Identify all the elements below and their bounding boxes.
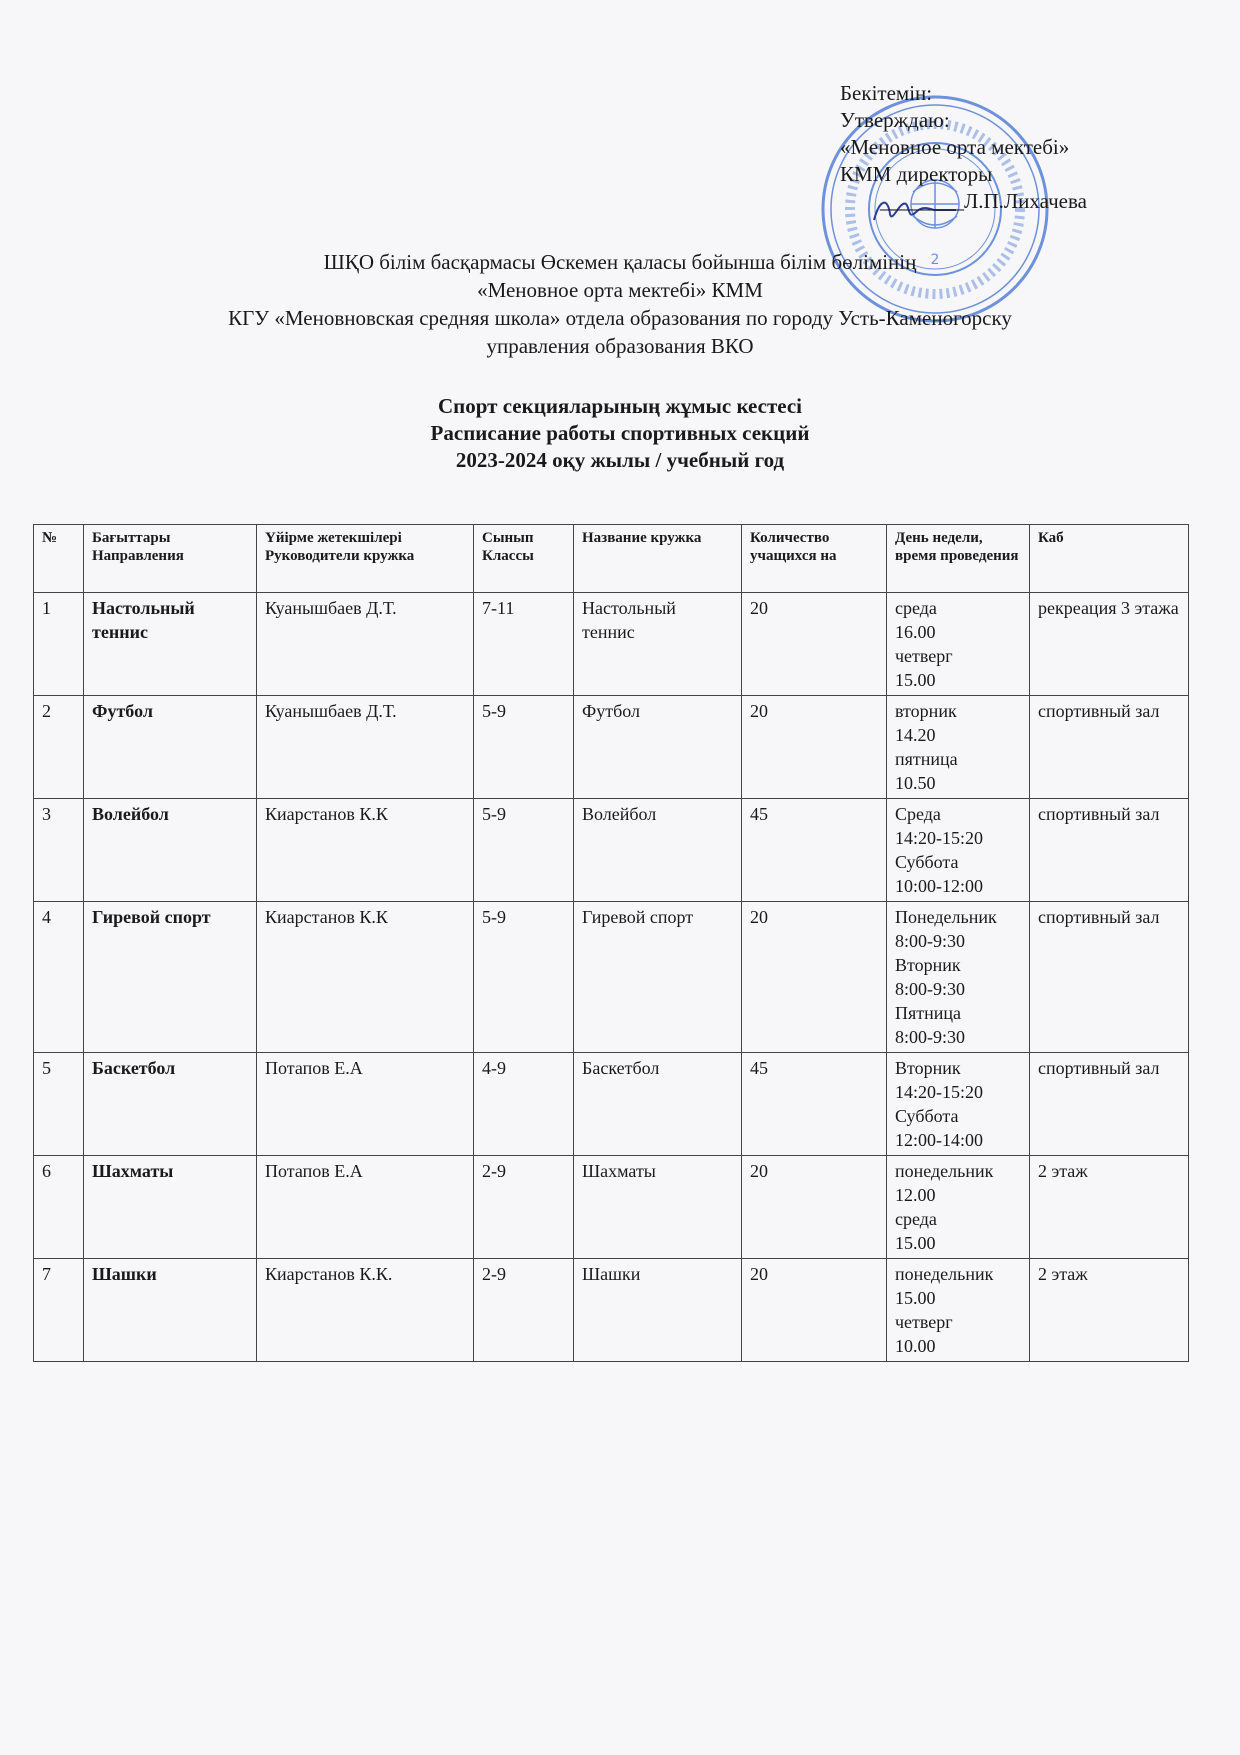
cell-schedule: Вторник 14:20-15:20 Суббота 12:00-14:00: [887, 1053, 1030, 1156]
cell-direction: Шахматы: [84, 1156, 257, 1259]
cell-num: 4: [34, 902, 84, 1053]
cell-grades: 5-9: [474, 902, 574, 1053]
organization-header: [0, 248, 1240, 360]
cell-schedule: понедельник 12.00 среда 15.00: [887, 1156, 1030, 1259]
cell-grades: 2-9: [474, 1259, 574, 1362]
approval-line-2: Утверждаю:: [840, 108, 950, 132]
title-line-3: 2023-2024 оқу жылы / учебный год: [455, 448, 785, 472]
cell-leader: Потапов Е.А: [257, 1053, 474, 1156]
cell-grades: 5-9: [474, 799, 574, 902]
cell-leader: Киарстанов К.К: [257, 902, 474, 1053]
cell-grades: 5-9: [474, 696, 574, 799]
cell-room: спортивный зал: [1030, 902, 1189, 1053]
approval-line-4: КММ директоры: [840, 162, 993, 186]
svg-text:2: 2: [930, 252, 940, 268]
cell-leader: Киарстанов К.К.: [257, 1259, 474, 1362]
cell-count: 20: [742, 1156, 887, 1259]
cell-grades: 2-9: [474, 1156, 574, 1259]
table-row: [34, 1053, 1189, 1156]
cell-count: 45: [742, 799, 887, 902]
org-line-2: «Меновное орта мектебі» КММ: [477, 278, 763, 302]
approval-line-3: «Меновное орта мектебі»: [840, 135, 1070, 159]
cell-direction: Футбол: [84, 696, 257, 799]
cell-room: спортивный зал: [1030, 799, 1189, 902]
cell-schedule: вторник 14.20 пятница 10.50: [887, 696, 1030, 799]
cell-schedule: среда 16.00 четверг 15.00: [887, 593, 1030, 696]
cell-direction: Настольный теннис: [84, 593, 257, 696]
header-grades: Сынып Классы: [474, 525, 574, 593]
cell-room: спортивный зал: [1030, 696, 1189, 799]
header-schedule: День недели, время проведения: [887, 525, 1030, 593]
cell-name: Шашки: [574, 1259, 742, 1362]
cell-direction: Гиревой спорт: [84, 902, 257, 1053]
cell-count: 20: [742, 1259, 887, 1362]
header-num: №: [34, 525, 84, 593]
cell-num: 1: [34, 593, 84, 696]
cell-num: 2: [34, 696, 84, 799]
cell-count: 20: [742, 593, 887, 696]
table-row: [34, 593, 1189, 696]
approval-block: [840, 80, 1220, 215]
approval-signature-line: ________Л.П.Лихачева: [880, 189, 1087, 213]
table-row: [34, 1259, 1189, 1362]
director-name: Л.П.Лихачева: [964, 189, 1087, 213]
table-row: [34, 696, 1189, 799]
cell-schedule: Понедельник 8:00-9:30 Вторник 8:00-9:30 Пятница 8:00-9:30: [887, 902, 1030, 1053]
cell-count: 20: [742, 696, 887, 799]
header-count: Количество учащихся на: [742, 525, 887, 593]
cell-grades: 7-11: [474, 593, 574, 696]
cell-room: 2 этаж: [1030, 1156, 1189, 1259]
cell-name: Шахматы: [574, 1156, 742, 1259]
cell-leader: Киарстанов К.К: [257, 799, 474, 902]
cell-num: 6: [34, 1156, 84, 1259]
title-line-1: Спорт секцияларының жұмыс кестесі: [437, 394, 802, 418]
cell-name: Баскетбол: [574, 1053, 742, 1156]
cell-schedule: Среда 14:20-15:20 Суббота 10:00-12:00: [887, 799, 1030, 902]
cell-leader: Куанышбаев Д.Т.: [257, 593, 474, 696]
cell-room: 2 этаж: [1030, 1259, 1189, 1362]
org-line-1: ШҚО білім басқармасы Өскемен қаласы бойынша білім бөлімінің: [323, 250, 917, 274]
cell-count: 20: [742, 902, 887, 1053]
schedule-table: [33, 524, 1189, 1362]
header-name: Название кружка: [574, 525, 742, 593]
cell-name: Гиревой спорт: [574, 902, 742, 1053]
cell-direction: Шашки: [84, 1259, 257, 1362]
cell-schedule: понедельник 15.00 четверг 10.00: [887, 1259, 1030, 1362]
cell-room: рекреация 3 этажа: [1030, 593, 1189, 696]
header-direction: Бағыттары Направления: [84, 525, 257, 593]
cell-name: Футбол: [574, 696, 742, 799]
cell-direction: Баскетбол: [84, 1053, 257, 1156]
cell-leader: Потапов Е.А: [257, 1156, 474, 1259]
cell-leader: Куанышбаев Д.Т.: [257, 696, 474, 799]
cell-name: Волейбол: [574, 799, 742, 902]
cell-num: 3: [34, 799, 84, 902]
cell-count: 45: [742, 1053, 887, 1156]
table-header-row: [34, 525, 1189, 593]
table-row: [34, 902, 1189, 1053]
cell-direction: Волейбол: [84, 799, 257, 902]
title-line-2: Расписание работы спортивных секций: [430, 421, 810, 445]
cell-num: 5: [34, 1053, 84, 1156]
cell-grades: 4-9: [474, 1053, 574, 1156]
cell-name: Настольный теннис: [574, 593, 742, 696]
org-line-4: управления образования ВКО: [486, 334, 754, 358]
cell-num: 7: [34, 1259, 84, 1362]
org-line-3: КГУ «Меновновская средняя школа» отдела образования по городу Усть-Каменогорску: [228, 306, 1012, 330]
cell-room: спортивный зал: [1030, 1053, 1189, 1156]
table-row: [34, 799, 1189, 902]
approval-line-1: Бекітемін:: [840, 81, 933, 105]
table-row: [34, 1156, 1189, 1259]
header-leader: Үйірме жетекшілері Руководители кружка: [257, 525, 474, 593]
document-title: [0, 393, 1240, 474]
header-room: Каб: [1030, 525, 1189, 593]
